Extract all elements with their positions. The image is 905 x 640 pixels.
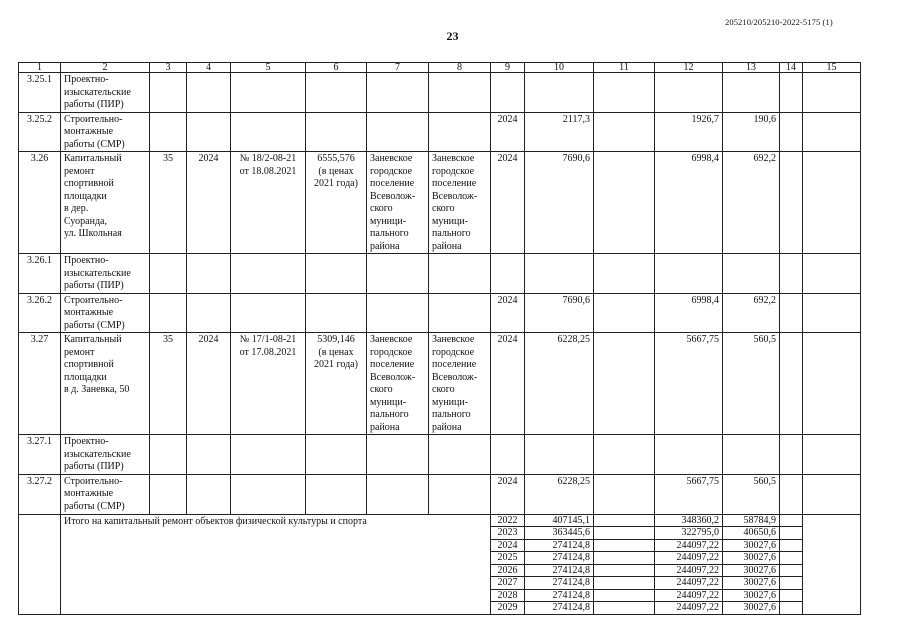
year-cell: 2026 — [491, 564, 525, 577]
row-number: 3.26.1 — [19, 254, 61, 294]
year-cell: 2024 — [491, 474, 525, 514]
col-num: 3 — [150, 63, 187, 73]
year-cell: 2024 — [491, 539, 525, 552]
table-row — [19, 152, 861, 254]
value-cell: 244097,22 — [655, 564, 723, 577]
year-cell: 2025 — [491, 552, 525, 565]
document-id: 205210/205210-2022-5175 (1) — [725, 17, 833, 27]
row-name: Проектно- изыскательские работы (ПИР) — [61, 435, 150, 475]
year-cell: 2024 — [491, 333, 525, 435]
row-name: Строительно- монтажные работы (СМР) — [61, 112, 150, 152]
table-row — [19, 254, 861, 294]
value-cell: 244097,22 — [655, 539, 723, 552]
total-cell: 407145,1 — [525, 514, 594, 527]
col-num: 8 — [429, 63, 491, 73]
col-num: 12 — [655, 63, 723, 73]
table-row — [19, 73, 861, 113]
value-cell: 244097,22 — [655, 552, 723, 565]
total-cell: 6228,25 — [525, 333, 594, 435]
contract-cell: № 18/2-08-21 от 18.08.2021 — [231, 152, 306, 254]
cost-cell: 5309,146 (в ценах 2021 года) — [306, 333, 367, 435]
col-num: 4 — [187, 63, 231, 73]
table-row — [19, 293, 861, 333]
value-cell: 692,2 — [723, 293, 780, 333]
customer-cell: Заневское городское поселение Всеволож- ского муници- пального района — [367, 333, 429, 435]
table-row — [19, 333, 861, 435]
table-row — [19, 474, 861, 514]
value-cell: 2024 — [187, 152, 231, 254]
value-cell: 30027,6 — [723, 564, 780, 577]
year-cell: 2024 — [491, 112, 525, 152]
year-cell: 2029 — [491, 602, 525, 615]
value-cell: 6998,4 — [655, 152, 723, 254]
year-cell: 2024 — [491, 152, 525, 254]
value-cell: 190,6 — [723, 112, 780, 152]
table-row — [19, 112, 861, 152]
year-cell: 2028 — [491, 589, 525, 602]
page-number: 23 — [446, 29, 459, 43]
summary-label: Итого на капитальный ремонт объектов физической культуры и спорта — [61, 514, 491, 614]
value-cell: 30027,6 — [723, 577, 780, 590]
row-number: 3.26.2 — [19, 293, 61, 333]
value-cell: 58784,9 — [723, 514, 780, 527]
col-num: 2 — [61, 63, 150, 73]
row-name: Строительно- монтажные работы (СМР) — [61, 474, 150, 514]
col-num: 10 — [525, 63, 594, 73]
row-number: 3.27.1 — [19, 435, 61, 475]
value-cell: 2024 — [187, 333, 231, 435]
column-number-row — [19, 63, 861, 73]
value-cell: 6998,4 — [655, 293, 723, 333]
col-num: 14 — [780, 63, 803, 73]
value-cell: 692,2 — [723, 152, 780, 254]
col-num: 13 — [723, 63, 780, 73]
value-cell: 244097,22 — [655, 589, 723, 602]
row-name: Строительно- монтажные работы (СМР) — [61, 293, 150, 333]
col-num: 15 — [803, 63, 861, 73]
executor-cell: Заневское городское поселение Всеволож- ского муници- пального района — [429, 333, 491, 435]
row-number: 3.27 — [19, 333, 61, 435]
total-cell: 7690,6 — [525, 293, 594, 333]
total-cell: 274124,8 — [525, 552, 594, 565]
executor-cell: Заневское городское поселение Всеволож- ского муници- пального района — [429, 152, 491, 254]
total-cell: 274124,8 — [525, 564, 594, 577]
year-cell: 2024 — [491, 293, 525, 333]
table-row — [19, 435, 861, 475]
row-number: 3.27.2 — [19, 474, 61, 514]
row-name: Капитальный ремонт спортивной площадки в д. Заневка, 50 — [61, 333, 150, 435]
total-cell: 363445,6 — [525, 527, 594, 540]
total-cell: 7690,6 — [525, 152, 594, 254]
summary-row — [19, 514, 861, 527]
customer-cell: Заневское городское поселение Всеволож- ского муници- пального района — [367, 152, 429, 254]
value-cell: 35 — [150, 333, 187, 435]
total-cell: 274124,8 — [525, 577, 594, 590]
row-name: Проектно- изыскательские работы (ПИР) — [61, 254, 150, 294]
value-cell: 30027,6 — [723, 602, 780, 615]
col-num: 9 — [491, 63, 525, 73]
contract-cell: № 17/1-08-21 от 17.08.2021 — [231, 333, 306, 435]
col-num: 7 — [367, 63, 429, 73]
value-cell: 35 — [150, 152, 187, 254]
value-cell: 322795,0 — [655, 527, 723, 540]
value-cell: 30027,6 — [723, 539, 780, 552]
value-cell: 560,5 — [723, 474, 780, 514]
value-cell: 40650,6 — [723, 527, 780, 540]
total-cell: 274124,8 — [525, 589, 594, 602]
col-num: 11 — [594, 63, 655, 73]
value-cell: 348360,2 — [655, 514, 723, 527]
col-num: 5 — [231, 63, 306, 73]
value-cell: 1926,7 — [655, 112, 723, 152]
total-cell: 6228,25 — [525, 474, 594, 514]
cost-cell: 6555,576 (в ценах 2021 года) — [306, 152, 367, 254]
row-number: 3.25.2 — [19, 112, 61, 152]
value-cell: 244097,22 — [655, 577, 723, 590]
year-cell: 2022 — [491, 514, 525, 527]
row-name: Капитальный ремонт спортивной площадки в дер. Суоранда, ул. Школьная — [61, 152, 150, 254]
year-cell: 2027 — [491, 577, 525, 590]
value-cell: 30027,6 — [723, 589, 780, 602]
total-cell: 274124,8 — [525, 539, 594, 552]
value-cell: 244097,22 — [655, 602, 723, 615]
value-cell: 5667,75 — [655, 474, 723, 514]
value-cell: 560,5 — [723, 333, 780, 435]
total-cell: 2117,3 — [525, 112, 594, 152]
year-cell: 2023 — [491, 527, 525, 540]
value-cell: 5667,75 — [655, 333, 723, 435]
row-number: 3.26 — [19, 152, 61, 254]
row-name: Проектно- изыскательские работы (ПИР) — [61, 73, 150, 113]
col-num: 1 — [19, 63, 61, 73]
total-cell: 274124,8 — [525, 602, 594, 615]
col-num: 6 — [306, 63, 367, 73]
row-number: 3.25.1 — [19, 73, 61, 113]
value-cell: 30027,6 — [723, 552, 780, 565]
program-table — [18, 62, 861, 615]
